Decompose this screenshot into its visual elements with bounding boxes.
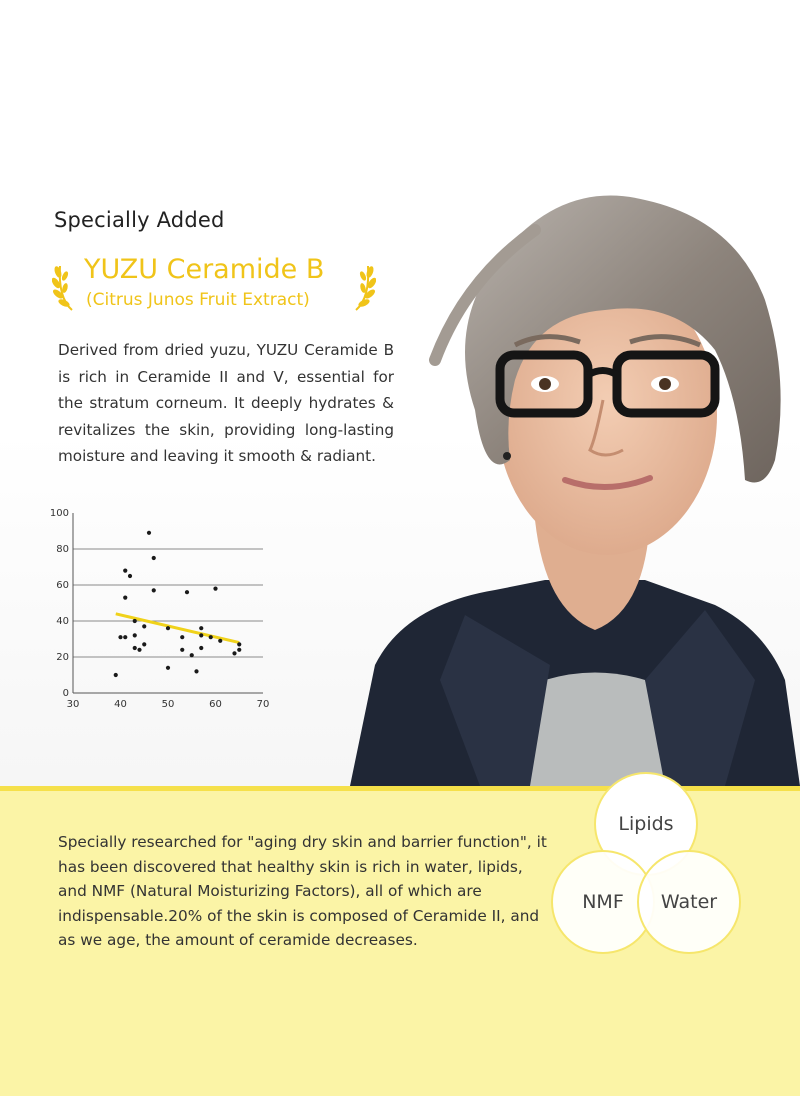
data-point <box>152 588 156 592</box>
data-point <box>180 635 184 639</box>
data-point <box>142 624 146 628</box>
data-point <box>147 531 151 535</box>
x-tick-label: 40 <box>114 699 127 710</box>
data-point <box>166 626 170 630</box>
y-tick-label: 0 <box>62 688 69 699</box>
x-tick-label: 60 <box>209 699 222 710</box>
y-tick-label: 100 <box>50 508 69 519</box>
data-point <box>128 574 132 578</box>
data-point <box>199 633 203 637</box>
water-circle <box>637 850 741 954</box>
y-tick-label: 40 <box>56 616 69 627</box>
y-tick-label: 80 <box>56 544 69 555</box>
data-point <box>123 635 127 639</box>
water-label: Water <box>660 891 718 913</box>
data-point <box>123 569 127 573</box>
x-tick-label: 70 <box>256 699 270 710</box>
data-point <box>166 666 170 670</box>
product-title: YUZU Ceramide B <box>84 254 325 285</box>
x-tick-label: 30 <box>66 699 80 710</box>
lipids-label: Lipids <box>618 813 674 835</box>
x-tick-label: 50 <box>161 699 175 710</box>
title-block <box>52 252 382 322</box>
data-point <box>218 639 222 643</box>
y-tick-label: 60 <box>56 580 69 591</box>
data-point <box>137 648 141 652</box>
kicker-text: Specially Added <box>54 208 225 232</box>
data-point <box>185 590 189 594</box>
laurel-left-icon <box>52 258 78 312</box>
data-point <box>114 673 118 677</box>
data-point <box>237 648 241 652</box>
data-point <box>152 556 156 560</box>
data-point <box>232 651 236 655</box>
data-point <box>213 587 217 591</box>
product-subtitle: (Citrus Junos Fruit Extract) <box>86 290 310 310</box>
portrait-image <box>345 160 800 786</box>
data-point <box>209 635 213 639</box>
data-point <box>123 596 127 600</box>
data-point <box>237 642 241 646</box>
data-point <box>199 626 203 630</box>
description-text: Derived from dried yuzu, YUZU Ceramide B is rich in Ceramide II and V, essential for the stratum corneum. It deeply hydrates & revitalizes the skin, providing long-lasting moisture and leaving it smooth & radiant. <box>58 341 394 465</box>
data-point <box>142 642 146 646</box>
data-point <box>199 646 203 650</box>
data-point <box>180 648 184 652</box>
nmf-label: NMF <box>582 891 624 913</box>
data-point <box>194 669 198 673</box>
trend-line <box>116 614 240 643</box>
data-point <box>133 646 137 650</box>
y-tick-label: 20 <box>56 652 69 663</box>
data-point <box>118 635 122 639</box>
research-text: Specially researched for "aging dry skin and barrier function", it has been discovered that healthy skin is rich in water, lipids, and NMF (Natural Moisturizing Factors), all of which are indispensable.20% of the skin is composed of Ceramide II, and as we age, the amount of ceramide decreases. <box>58 833 547 949</box>
data-point <box>190 653 194 657</box>
data-point <box>133 619 137 623</box>
scatter-chart <box>50 500 280 715</box>
data-point <box>133 633 137 637</box>
